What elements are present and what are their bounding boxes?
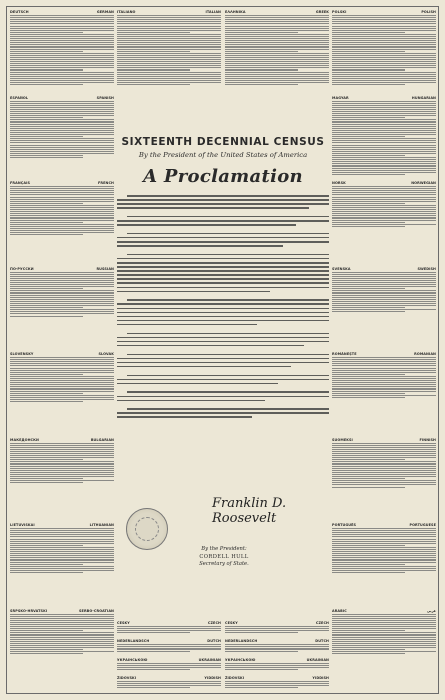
translation-block — [10, 352, 114, 436]
block-heading — [332, 10, 436, 14]
block-heading — [117, 621, 221, 625]
translation-block — [332, 10, 436, 94]
translated-text — [117, 626, 221, 633]
block-heading — [332, 267, 436, 271]
block-heading — [10, 96, 114, 100]
translation-block — [10, 181, 114, 265]
translated-text — [332, 528, 436, 573]
translation-block — [10, 267, 114, 351]
great-seal-icon — [126, 508, 168, 550]
translation-block — [10, 96, 114, 180]
language-native-name: GREEK — [315, 10, 329, 14]
language-native-name: GERMAN — [96, 10, 114, 14]
language-native-name: ITALIAN — [205, 10, 221, 14]
translation-block — [10, 523, 114, 607]
translated-text — [225, 681, 329, 688]
language-native-name: FRENCH — [97, 181, 114, 185]
language-name: SLOVENSKY — [10, 352, 34, 356]
translation-block — [117, 621, 221, 637]
language-native-name: UKRAINIAN — [198, 657, 221, 662]
translated-text — [10, 272, 114, 317]
census-title: SIXTEENTH DECENNIAL CENSUS — [121, 136, 325, 148]
translation-block — [332, 181, 436, 265]
bottom-center-right-column — [225, 621, 329, 694]
language-native-name: UKRAINIAN — [306, 657, 329, 662]
language-name: POLSKI — [332, 10, 347, 14]
language-name: NEDERLANDSCH — [117, 639, 150, 644]
proclamation-panel — [117, 108, 329, 618]
proclamation-body — [117, 195, 329, 423]
block-heading — [117, 10, 221, 14]
language-name: ŽIDOVSKI — [117, 675, 137, 680]
block-heading — [10, 609, 114, 613]
translation-block — [225, 10, 329, 104]
translated-text — [332, 101, 436, 175]
language-native-name: YIDDISH — [204, 675, 221, 680]
translation-block — [225, 658, 329, 674]
translation-block — [10, 609, 114, 693]
language-name: МАКЕДОНСКИ — [10, 437, 39, 442]
translation-block — [332, 352, 436, 436]
block-heading — [117, 658, 221, 662]
translated-text — [117, 644, 221, 651]
translated-text — [10, 614, 114, 655]
by-president-label: By the President: — [201, 546, 247, 552]
proclamation-heading: A Proclamation — [143, 166, 303, 187]
translated-text — [117, 15, 221, 85]
language-name: ESPAÑOL — [10, 95, 29, 100]
language-native-name: HUNGARIAN — [411, 95, 436, 100]
translated-text — [332, 357, 436, 398]
translation-block — [332, 523, 436, 607]
block-heading — [225, 658, 329, 662]
language-name: ITALIANO — [117, 10, 136, 14]
language-name: ПО-РУССКИ — [10, 266, 34, 271]
language-name: DEUTSCH — [10, 10, 29, 14]
president-signature: Franklin D. Roosevelt — [212, 496, 287, 526]
language-name: ARABIC — [332, 608, 347, 613]
translated-text — [10, 357, 114, 402]
translation-block — [117, 639, 221, 655]
block-heading — [332, 609, 436, 613]
translation-block — [117, 658, 221, 674]
language-native-name: RUSSIAN — [96, 266, 114, 271]
language-native-name: DUTCH — [207, 639, 221, 644]
language-native-name: SERBO-CROATIAN — [79, 608, 114, 613]
translation-block — [117, 10, 221, 104]
block-heading — [332, 438, 436, 442]
block-heading — [10, 10, 114, 14]
language-native-name: CZECH — [207, 621, 221, 625]
translated-text — [225, 626, 329, 633]
translated-text — [117, 663, 221, 670]
translated-text — [10, 443, 114, 484]
block-heading — [117, 639, 221, 643]
block-heading — [10, 181, 114, 185]
language-native-name: PORTUGUESE — [409, 523, 436, 527]
translated-text — [332, 443, 436, 488]
language-name: ŽIDOVSKI — [225, 675, 245, 680]
translated-text — [225, 663, 329, 670]
block-heading — [332, 96, 436, 100]
language-native-name: FINNISH — [419, 437, 436, 442]
translated-text — [10, 15, 114, 85]
block-heading — [332, 181, 436, 185]
block-heading — [225, 10, 329, 14]
language-name: NORSK — [332, 181, 346, 185]
block-heading — [332, 352, 436, 356]
block-heading — [10, 267, 114, 271]
language-name: SUOMEKSI — [332, 437, 353, 442]
language-name: УКРАЇНСЬКОЮ — [225, 657, 256, 662]
block-heading — [10, 352, 114, 356]
block-heading — [225, 621, 329, 625]
language-name: FRANÇAIS — [10, 181, 31, 185]
translation-block — [332, 609, 436, 693]
language-name: УКРАЇНСЬКОЮ — [117, 657, 148, 662]
language-native-name: YIDDISH — [312, 675, 329, 680]
secretary-title: Secretary of State. — [199, 561, 249, 567]
translation-block — [225, 676, 329, 692]
language-native-name: NORWEGIAN — [411, 181, 436, 185]
translation-block — [332, 96, 436, 180]
president-line: By the President of the United States of America — [138, 151, 308, 159]
block-heading — [117, 676, 221, 680]
translated-text — [225, 15, 329, 85]
language-native-name: SWEDISH — [417, 266, 436, 271]
translated-text — [10, 528, 114, 573]
language-native-name: BULGARIAN — [90, 437, 114, 442]
secretary-name: CORDELL HULL — [199, 554, 249, 560]
language-native-name: عربي — [426, 608, 436, 613]
top-center-left-column — [117, 10, 221, 106]
translation-block — [10, 438, 114, 522]
language-name: PORTUGUÊS — [332, 523, 357, 527]
block-heading — [10, 523, 114, 527]
translated-text — [117, 681, 221, 688]
language-native-name: SLOVAK — [98, 352, 114, 356]
language-native-name: LITHUANIAN — [89, 523, 114, 527]
language-name: ΕΛΛΗΝΙΚΑ — [225, 10, 246, 14]
translated-text — [10, 101, 114, 159]
translation-block — [225, 621, 329, 637]
language-name: ČESKY — [225, 621, 238, 625]
block-heading — [225, 676, 329, 680]
language-name: ČESKY — [117, 621, 130, 625]
language-name: SVENSKA — [332, 266, 351, 271]
bottom-center-left-column — [117, 621, 221, 694]
language-native-name: SPANISH — [96, 95, 114, 100]
language-native-name: POLISH — [421, 10, 436, 14]
left-translation-column — [10, 10, 114, 694]
language-name: SRPSKO-HRVATSKI — [10, 608, 48, 613]
language-native-name: ROMANIAN — [414, 352, 436, 356]
translated-text — [332, 186, 436, 227]
translated-text — [332, 15, 436, 85]
translated-text — [332, 272, 436, 313]
translated-text — [225, 644, 329, 651]
block-heading — [332, 523, 436, 527]
translation-block — [332, 267, 436, 351]
block-heading — [225, 639, 329, 643]
language-name: MAGYAR — [332, 95, 349, 100]
translation-block — [225, 639, 329, 655]
translation-block — [332, 438, 436, 522]
translated-text — [332, 614, 436, 655]
language-name: ROMÂNEȘTE — [332, 352, 357, 356]
top-center-right-column — [225, 10, 329, 106]
language-native-name: DUTCH — [315, 639, 329, 644]
language-name: NEDERLANDSCH — [225, 639, 258, 644]
block-heading — [10, 438, 114, 442]
language-name: LIETUVIŠKAI — [10, 523, 35, 527]
translated-text — [10, 186, 114, 235]
right-translation-column — [332, 10, 436, 694]
translation-block — [10, 10, 114, 94]
language-native-name: CZECH — [315, 621, 329, 625]
translation-block — [117, 676, 221, 692]
